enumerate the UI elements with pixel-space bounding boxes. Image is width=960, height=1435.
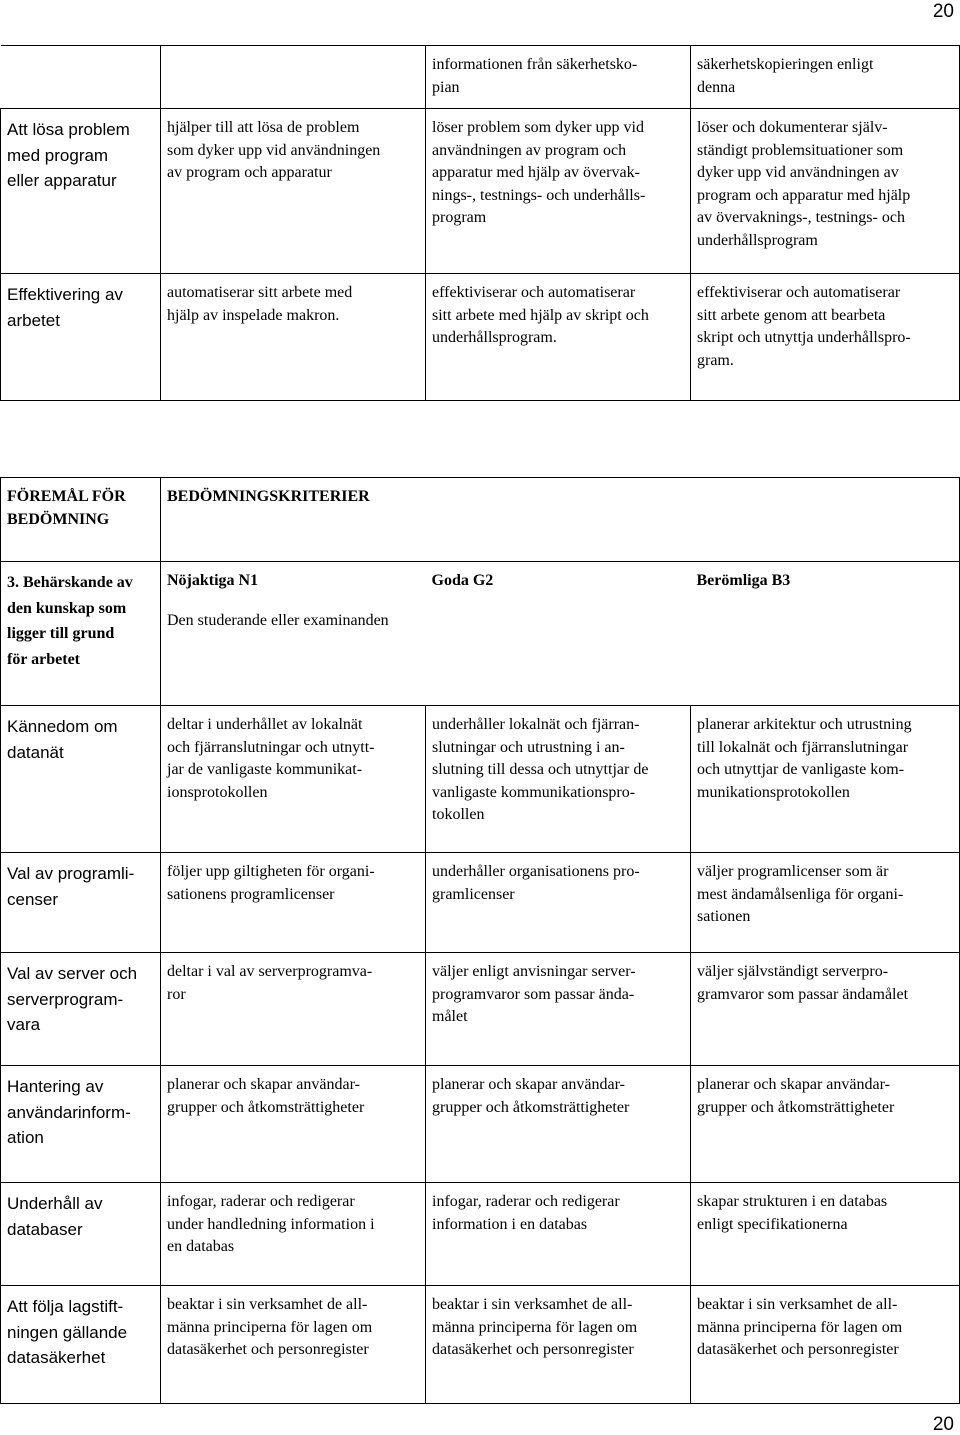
grade-subtitle: Den studerande eller examinanden: [167, 611, 389, 629]
table-row: [1, 274, 960, 401]
cell-n1: [161, 274, 426, 401]
cell-text: Kännedom om datanät: [7, 717, 118, 762]
cell-text: Hantering av användarinform- ation: [7, 1077, 131, 1147]
cell-text: deltar i val av serverprogramva- ror: [167, 963, 373, 1003]
cell-text: planerar och skapar användar- grupper och åtkomsträttigheter: [432, 1076, 630, 1116]
table-row: [1, 706, 960, 853]
cell-b3: [691, 953, 960, 1066]
cell-text: infogar, raderar och redigerar information i en databas: [432, 1193, 620, 1233]
cell-text: infogar, raderar och redigerar under handledning information i en databas: [167, 1193, 375, 1256]
cell-b3: [691, 853, 960, 953]
row-label: [1, 853, 161, 953]
row-label: [1, 274, 161, 401]
cell-text: Att lösa problem med program eller apparatur: [7, 120, 130, 190]
cell-text: informationen från säkerhetsko- pian: [432, 56, 638, 96]
criteria-table: [0, 477, 960, 1404]
table-header-row: [1, 46, 960, 109]
cell-g2: [426, 853, 691, 953]
grade-title: Berömliga B3: [696, 572, 791, 589]
cell-text: Underhåll av databaser: [7, 1194, 103, 1239]
cell-text: löser problem som dyker upp vid användningen av program och apparatur med hjälp av övervak- nings-, testnings- och underhålls- program: [432, 119, 646, 227]
cell-text: underhåller organisationens pro- gramlicenser: [432, 863, 640, 903]
cell-text: Val av programli- censer: [7, 864, 135, 909]
cell-b3: [691, 706, 960, 853]
criteria-table-continued: [0, 45, 960, 401]
grade-n1-header: [161, 562, 426, 706]
cell-n1: [161, 1183, 426, 1286]
cell-text: löser och dokumenterar själv- ständigt problemsituationer som dyker upp vid användningen av program och apparatur med hjälp av övervaknings-, testnings- och underhållsprogram: [697, 119, 911, 249]
cell-text: automatiserar sitt arbete med hjälp av inspelade makron.: [167, 284, 353, 324]
row-label: [1, 953, 161, 1066]
cell-g2: [426, 109, 691, 274]
cell-text: effektiviserar och automatiserar sitt arbete med hjälp av skript och underhållsprogram.: [432, 284, 649, 347]
cell-n1: [161, 853, 426, 953]
cell-text: skapar strukturen i en databas enligt specifikationerna: [697, 1193, 888, 1233]
cell-text: Val av server och serverprogram- vara: [7, 964, 138, 1034]
cell-text: väljer programlicenser som är mest ändamålsenliga för organi- sationen: [697, 863, 904, 926]
page-number-bottom: 20: [932, 1414, 954, 1435]
grade-b3-header: [691, 562, 960, 706]
cell-text: FÖREMÅL FÖR BEDÖMNING: [7, 488, 126, 528]
grade-g2-header: [426, 562, 691, 706]
cell-b3: [691, 274, 960, 401]
cell-g2: [426, 1066, 691, 1183]
table-row: [1, 1183, 960, 1286]
cell-text: väljer självständigt serverpro- gramvaror som passar ändamålet: [697, 963, 909, 1003]
row-label: [1, 1066, 161, 1183]
cell-g2: [426, 274, 691, 401]
cell-g2: [426, 1183, 691, 1286]
grade-title: Nöjaktiga N1: [167, 572, 259, 589]
header-object: [1, 478, 161, 562]
cell-n1: [161, 1066, 426, 1183]
row-label: [1, 109, 161, 274]
cell-text: 3. Behärskande av den kunskap som ligger till grund för arbetet: [7, 574, 133, 668]
cell-text: följer upp giltigheten för organi- sationens programlicenser: [167, 863, 375, 903]
cell-text: effektiviserar och automatiserar sitt arbete genom att bearbeta skript och utnyttja underhållspro- gram.: [697, 284, 911, 369]
row-label: [1, 706, 161, 853]
cell-b3: [691, 109, 960, 274]
cell-b3: [691, 1183, 960, 1286]
table-row: [1, 853, 960, 953]
row-label: [1, 1183, 161, 1286]
header-cell-g2: [426, 46, 691, 109]
empty-cell: [1, 46, 161, 109]
section-header-row: [1, 562, 960, 706]
cell-g2: [426, 953, 691, 1066]
header-cell-b3: [691, 46, 960, 109]
table-row: [1, 1286, 960, 1404]
table-header-row: [1, 478, 960, 562]
row-label: [1, 1286, 161, 1404]
cell-n1: [161, 1286, 426, 1404]
cell-b3: [691, 1066, 960, 1183]
empty-cell: [161, 46, 426, 109]
cell-text: säkerhetskopieringen enligt denna: [697, 56, 874, 96]
cell-g2: [426, 1286, 691, 1404]
cell-g2: [426, 706, 691, 853]
grade-title: Goda G2: [431, 572, 494, 589]
table-row: [1, 109, 960, 274]
cell-text: planerar och skapar användar- grupper och åtkomsträttigheter: [697, 1076, 895, 1116]
table-row: [1, 953, 960, 1066]
cell-text: väljer enligt anvisningar server- programvaror som passar ända- målet: [432, 963, 636, 1026]
cell-text: hjälper till att lösa de problem som dyker upp vid användningen av program och apparatur: [167, 119, 381, 182]
cell-text: Att följa lagstift- ningen gällande datasäkerhet: [7, 1297, 128, 1367]
page-number-top: 20: [932, 1, 954, 22]
cell-text: planerar och skapar användar- grupper och åtkomsträttigheter: [167, 1076, 365, 1116]
cell-text: underhåller lokalnät och fjärran- slutningar och utrustning i an- slutning till dessa och utnyttjar de vanligaste kommunikationspro- tokollen: [432, 716, 649, 824]
cell-n1: [161, 706, 426, 853]
cell-text: beaktar i sin verksamhet de all- männa principerna för lagen om datasäkerhet och personregister: [697, 1296, 903, 1359]
cell-text: beaktar i sin verksamhet de all- männa principerna för lagen om datasäkerhet och personregister: [167, 1296, 373, 1359]
cell-text: BEDÖMNINGSKRITERIER: [167, 488, 370, 505]
table-row: [1, 1066, 960, 1183]
header-criteria: [161, 478, 960, 562]
cell-b3: [691, 1286, 960, 1404]
cell-text: beaktar i sin verksamhet de all- männa principerna för lagen om datasäkerhet och personregister: [432, 1296, 638, 1359]
cell-n1: [161, 953, 426, 1066]
section-label: [1, 562, 161, 706]
cell-text: deltar i underhållet av lokalnät och fjärranslutningar och utnytt- jar de vanligaste kommunikat- ionsprotokollen: [167, 716, 375, 801]
cell-text: planerar arkitektur och utrustning till lokalnät och fjärranslutningar och utnyttjar de vanligaste kom- munikationsprotokollen: [697, 716, 912, 801]
cell-n1: [161, 109, 426, 274]
cell-text: Effektivering av arbetet: [7, 285, 123, 330]
